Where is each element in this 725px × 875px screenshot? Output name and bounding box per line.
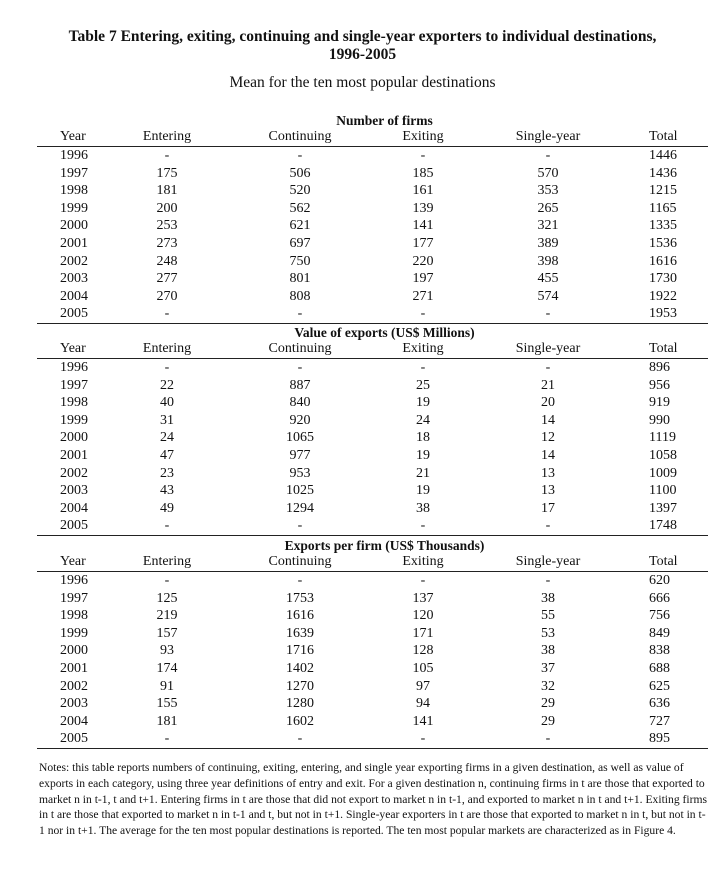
cell-total: 895 [649,731,670,747]
cell-value: 40 [160,395,174,411]
cell-value: 1639 [286,625,314,641]
column-header-row [37,128,708,147]
table-row [37,253,708,271]
cell-value: - [545,148,551,163]
cell-value: 91 [160,678,174,694]
cell-value: 562 [289,200,311,216]
cell-value: 1065 [286,430,314,446]
cell-total: 849 [649,625,670,641]
cell-value: 43 [160,483,174,499]
cell-value: 175 [156,165,178,181]
cell-value: - [545,731,551,747]
cell-value: 93 [160,643,174,659]
cell-year: 2005 [60,306,88,322]
cell-value: 398 [537,253,559,269]
table-row [37,713,708,731]
cell-value: 161 [412,183,434,199]
cell-value: 32 [541,678,555,694]
cell-year: 2004 [60,500,88,516]
cell-value: 570 [537,165,559,181]
cell-value: 125 [156,590,178,606]
cell-value: 1025 [286,483,314,499]
column-header-label: Continuing [268,554,332,569]
cell-value: 808 [289,288,311,304]
cell-value: 23 [160,465,174,481]
cell-value: - [164,360,170,375]
cell-value: 750 [289,253,311,269]
cell-value: 840 [289,395,311,411]
panel-title: Value of exports (US$ Millions) [294,325,475,340]
column-header-row [37,553,708,572]
cell-value: 177 [412,235,434,251]
table-row [37,517,708,536]
column-header-label: Single-year [515,554,581,569]
cell-value: 12 [541,430,555,446]
cell-value: 155 [156,696,178,712]
cell-value: 139 [412,200,434,216]
cell-total: 1215 [649,183,677,199]
cell-value: 25 [416,377,430,393]
cell-total: 896 [649,360,670,375]
cell-value: 174 [156,660,178,676]
cell-value: 21 [541,377,555,393]
cell-year: 2000 [60,218,88,234]
table-row [37,147,708,165]
cell-value: 248 [156,253,178,269]
column-header-total: Total [649,341,678,356]
column-header-year: Year [60,554,86,569]
cell-value: - [297,731,303,747]
table-panel [37,325,708,536]
cell-value: - [420,148,426,163]
cell-total: 636 [649,696,670,712]
table-row [37,500,708,518]
cell-value: 20 [541,395,555,411]
column-header-label: Exiting [402,129,444,144]
table-row [37,607,708,625]
column-header-total: Total [649,129,678,144]
cell-value: 801 [289,271,311,287]
cell-value: 455 [537,271,559,287]
table-row [37,429,708,447]
cell-value: 38 [416,500,430,516]
cell-year: 1996 [60,360,88,375]
cell-value: 24 [160,430,174,446]
cell-total: 1536 [649,235,677,251]
cell-value: 171 [412,625,434,641]
cell-value: 18 [416,430,430,446]
table-row [37,447,708,465]
cell-total: 1436 [649,165,677,181]
cell-total: 625 [649,678,670,694]
table-row [37,288,708,306]
cell-value: 200 [156,200,178,216]
cell-year: 2003 [60,271,88,287]
cell-value: - [164,518,170,534]
cell-value: 220 [412,253,434,269]
cell-value: 14 [541,412,555,428]
cell-value: 953 [289,465,311,481]
cell-value: 181 [156,183,178,199]
cell-value: 141 [412,218,434,234]
cell-year: 1997 [60,590,88,606]
cell-year: 1999 [60,200,88,216]
cell-value: 31 [160,412,174,428]
cell-value: 389 [537,235,559,251]
cell-total: 1748 [649,518,677,534]
table-row [37,165,708,183]
cell-total: 727 [649,713,670,729]
panel-title: Number of firms [336,113,433,128]
cell-year: 2003 [60,696,88,712]
cell-value: 128 [412,643,434,659]
cell-value: - [297,148,303,163]
table-row [37,359,708,377]
cell-year: 2004 [60,713,88,729]
cell-value: 141 [412,713,434,729]
cell-year: 1996 [60,148,88,163]
cell-value: 185 [412,165,434,181]
cell-value: - [297,573,303,588]
cell-value: 157 [156,625,178,641]
column-header-row [37,340,708,359]
cell-value: 253 [156,218,178,234]
cell-value: - [420,306,426,322]
cell-value: 137 [412,590,434,606]
cell-value: 574 [537,288,559,304]
table-title-line1: Table 7 Entering, exiting, continuing and single-year exporters to individual destinations, [68,28,657,45]
table-row [37,572,708,590]
cell-total: 1446 [649,148,677,163]
cell-total: 1397 [649,500,677,516]
cell-value: 977 [289,447,311,463]
cell-value: 13 [541,465,555,481]
table-title-line2: 1996-2005 [328,46,397,63]
cell-year: 1999 [60,625,88,641]
cell-value: 277 [156,271,178,287]
cell-value: 197 [412,271,434,287]
cell-value: 353 [537,183,559,199]
cell-value: - [420,731,426,747]
cell-year: 1998 [60,608,88,624]
cell-year: 2000 [60,430,88,446]
cell-value: 14 [541,447,555,463]
table-row [37,394,708,412]
cell-value: 97 [416,678,430,694]
cell-value: 271 [412,288,434,304]
cell-total: 1119 [649,430,676,446]
table-row [37,590,708,608]
cell-value: - [164,148,170,163]
cell-value: 265 [537,200,559,216]
cell-value: - [297,306,303,322]
cell-year: 2001 [60,447,88,463]
column-header-label: Continuing [268,129,332,144]
cell-value: 1616 [286,608,314,624]
cell-total: 1335 [649,218,677,234]
table-row [37,730,708,749]
cell-value: 47 [160,447,174,463]
cell-value: 13 [541,483,555,499]
cell-value: 506 [289,165,311,181]
cell-total: 990 [649,412,670,428]
cell-year: 1998 [60,395,88,411]
cell-value: 219 [156,608,178,624]
cell-year: 2003 [60,483,88,499]
table-row [37,217,708,235]
cell-value: 1280 [286,696,314,712]
cell-total: 756 [649,608,670,624]
cell-value: 1602 [286,713,314,729]
cell-value: - [545,518,551,534]
cell-year: 2005 [60,731,88,747]
cell-value: 19 [416,447,430,463]
cell-value: 697 [289,235,311,251]
table-panel [37,538,708,749]
cell-value: 1716 [286,643,314,659]
cell-year: 1996 [60,573,88,588]
cell-value: 887 [289,377,311,393]
cell-value: - [420,573,426,588]
cell-value: 49 [160,500,174,516]
table-subtitle: Mean for the ten most popular destinations [229,74,496,91]
column-header-label: Exiting [402,341,444,356]
table-row [37,200,708,218]
cell-value: 1294 [286,500,314,516]
cell-year: 1997 [60,377,88,393]
column-header-label: Single-year [515,341,581,356]
cell-value: 29 [541,696,555,712]
cell-year: 1998 [60,183,88,199]
table-row [37,235,708,253]
cell-value: 520 [289,183,311,199]
cell-value: 17 [541,500,555,516]
cell-value: 273 [156,235,178,251]
cell-value: 19 [416,395,430,411]
table-row [37,482,708,500]
cell-year: 2002 [60,253,88,269]
cell-value: 22 [160,377,174,393]
cell-total: 1165 [649,200,677,216]
cell-value: - [297,518,303,534]
cell-value: 920 [289,412,311,428]
column-header-total: Total [649,554,678,569]
table-row [37,678,708,696]
cell-value: 37 [541,660,555,676]
cell-value: - [297,360,303,375]
cell-value: 120 [412,608,434,624]
cell-year: 2001 [60,660,88,676]
cell-value: - [164,731,170,747]
table-row [37,660,708,678]
column-header-year: Year [60,341,86,356]
cell-value: 19 [416,483,430,499]
table-row [37,270,708,288]
cell-value: - [545,360,551,375]
cell-value: 1753 [286,590,314,606]
cell-value: 38 [541,643,555,659]
column-header-label: Exiting [402,554,444,569]
cell-value: 29 [541,713,555,729]
cell-value: 105 [412,660,434,676]
table-row [37,465,708,483]
table-row [37,642,708,660]
cell-year: 2002 [60,465,88,481]
cell-total: 919 [649,395,670,411]
table-row [37,182,708,200]
cell-year: 2004 [60,288,88,304]
column-header-label: Single-year [515,129,581,144]
cell-year: 2001 [60,235,88,251]
column-header-label: Entering [142,341,192,356]
cell-year: 2000 [60,643,88,659]
cell-total: 1100 [649,483,677,499]
table-row [37,412,708,430]
cell-value: 55 [541,608,555,624]
column-header-label: Entering [142,554,192,569]
column-header-label: Entering [142,129,192,144]
cell-year: 2002 [60,678,88,694]
cell-value: - [164,306,170,322]
table-notes: Notes: this table reports numbers of continuing, exiting, entering, and single year exporting firms in a given destination, as well as value of exports in each category, using three year definitions of entry and exit. For a given destination n, continuing firms in t are those that exported to market n in t-1, t and t+1. Entering firms in t are those that did not export to market n in t-1, and exported to market n in t and t+1. Exiting firms in t are those that exported to market n in t-1 and t, but not in t+1. Single-year exporters in t are those that exported to market n in t, but not in t-1 nor in t+1. The average for the ten most popular destinations is reported. The ten most popular markets are characterized as in Figure 4. [39,761,707,838]
column-header-label: Continuing [268,341,332,356]
table-row [37,305,708,324]
cell-value: - [164,573,170,588]
cell-value: 621 [289,218,311,234]
cell-total: 956 [649,377,670,393]
cell-total: 620 [649,573,670,588]
table-row [37,695,708,713]
cell-value: 181 [156,713,178,729]
cell-value: 21 [416,465,430,481]
cell-total: 838 [649,643,670,659]
cell-value: 1402 [286,660,314,676]
cell-value: 24 [416,412,430,428]
cell-total: 1058 [649,447,677,463]
cell-total: 688 [649,660,670,676]
cell-value: 270 [156,288,178,304]
cell-total: 1616 [649,253,677,269]
cell-year: 2005 [60,518,88,534]
cell-value: 321 [537,218,559,234]
cell-value: - [420,360,426,375]
cell-total: 1953 [649,306,677,322]
cell-value: - [545,573,551,588]
panel-title: Exports per firm (US$ Thousands) [284,538,485,553]
cell-total: 1730 [649,271,677,287]
cell-value: - [545,306,551,322]
cell-total: 1009 [649,465,677,481]
table-row [37,625,708,643]
column-header-year: Year [60,129,86,144]
cell-value: - [420,518,426,534]
cell-value: 38 [541,590,555,606]
table-row [37,377,708,395]
table-panel [37,113,708,324]
cell-value: 1270 [286,678,314,694]
cell-year: 1997 [60,165,88,181]
cell-total: 666 [649,590,670,606]
table-title [0,28,725,64]
cell-value: 94 [416,696,430,712]
cell-value: 53 [541,625,555,641]
cell-year: 1999 [60,412,88,428]
cell-total: 1922 [649,288,677,304]
